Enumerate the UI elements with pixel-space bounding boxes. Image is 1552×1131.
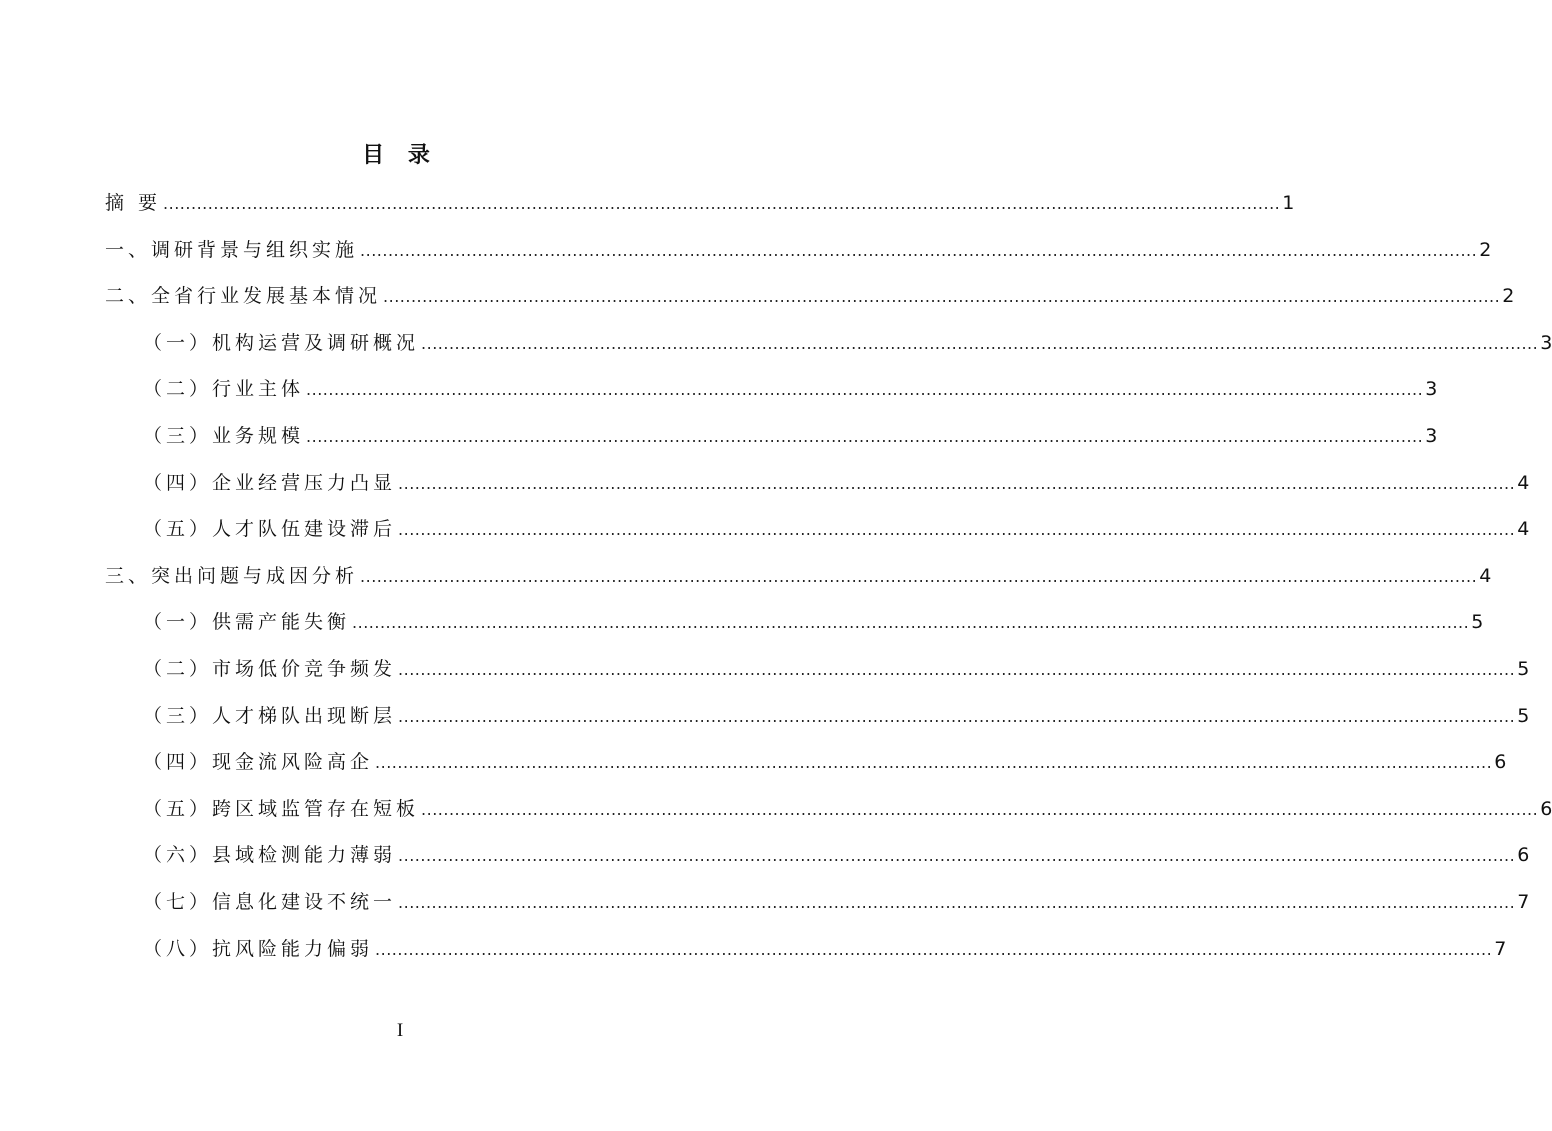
toc-leader: ........................................................................................................................................................................................................ <box>398 892 1516 912</box>
toc-entry-page: 6 <box>1540 797 1552 820</box>
toc-entry[interactable] <box>105 460 1530 507</box>
toc-entry-page: 3 <box>1425 378 1438 401</box>
toc-entry-label: （八）抗风险能力偏弱 <box>143 937 374 960</box>
toc-entry-page: 5 <box>1471 611 1484 634</box>
toc-leader: ........................................................................................................................................................................................................ <box>306 426 1424 446</box>
toc-leader: ........................................................................................................................................................................................................ <box>375 753 1493 773</box>
toc-entry[interactable] <box>105 879 1530 926</box>
toc-entry-page: 6 <box>1517 844 1530 867</box>
toc-entry[interactable] <box>105 227 1492 274</box>
toc-entry-page: 6 <box>1494 751 1507 774</box>
toc-leader: ........................................................................................................................................................................................................ <box>306 380 1424 400</box>
toc-leader: ........................................................................................................................................................................................................ <box>398 846 1516 866</box>
toc-leader: ........................................................................................................................................................................................................ <box>360 566 1478 586</box>
toc-entry[interactable] <box>105 553 1492 600</box>
toc-entry-label: （一）供需产能失衡 <box>143 611 351 634</box>
toc-entry[interactable] <box>105 413 1438 460</box>
toc-entry[interactable] <box>105 693 1530 740</box>
toc-leader: ........................................................................................................................................................................................................ <box>398 520 1516 540</box>
toc-leader: ........................................................................................................................................................................................................ <box>398 659 1516 679</box>
toc-entry-label: （五）跨区域监管存在短板 <box>143 797 420 820</box>
toc-entry-label: （六）县域检测能力薄弱 <box>143 844 397 867</box>
toc-entry-label: （五）人才队伍建设滞后 <box>143 518 397 541</box>
toc-entry-page: 4 <box>1517 471 1530 494</box>
toc-entry-label: 一、调研背景与组织实施 <box>105 238 359 261</box>
toc-entry-page: 3 <box>1425 424 1438 447</box>
toc-entry-page: 1 <box>1282 192 1295 214</box>
toc-entry-page: 4 <box>1479 564 1492 587</box>
toc-entry-label: （七）信息化建设不统一 <box>143 890 397 913</box>
toc-entry[interactable] <box>105 180 1295 227</box>
toc-entry[interactable] <box>105 599 1484 646</box>
page-title: 目 录 <box>362 143 438 168</box>
toc-leader: ........................................................................................................................................................................................................ <box>360 240 1478 260</box>
toc-entry-label: （三）人才梯队出现断层 <box>143 704 397 727</box>
toc-entry-label: （三）业务规模 <box>143 424 305 447</box>
toc-entry-label: （二）行业主体 <box>143 378 305 401</box>
toc-entry-page: 7 <box>1494 937 1507 960</box>
toc-leader: ........................................................................................................................................................................................................ <box>375 939 1493 959</box>
toc-entry-page: 3 <box>1540 331 1552 354</box>
page-number: I <box>396 1020 404 1041</box>
toc-leader: ........................................................................................................................................................................................................ <box>383 287 1501 307</box>
toc-leader: ........................................................................................................................................................................................................ <box>421 333 1539 353</box>
toc-entry[interactable] <box>105 786 1552 833</box>
toc-entry-page: 5 <box>1517 657 1530 680</box>
toc-leader: ........................................................................................................................................................................................................ <box>163 194 1281 213</box>
toc-entry-label: （二）市场低价竞争频发 <box>143 657 397 680</box>
toc-list <box>105 180 1552 972</box>
toc-entry[interactable] <box>105 832 1530 879</box>
toc-entry[interactable] <box>105 926 1507 973</box>
toc-entry-label: 三、突出问题与成因分析 <box>105 564 359 587</box>
toc-entry-label: （一）机构运营及调研概况 <box>143 331 420 354</box>
toc-entry-label: （四）企业经营压力凸显 <box>143 471 397 494</box>
toc-entry[interactable] <box>105 273 1515 320</box>
toc-entry-page: 2 <box>1479 238 1492 261</box>
toc-entry-label: （四）现金流风险高企 <box>143 751 374 774</box>
toc-entry-label: 二、全省行业发展基本情况 <box>105 285 382 308</box>
toc-entry-page: 4 <box>1517 518 1530 541</box>
toc-entry-page: 5 <box>1517 704 1530 727</box>
toc-leader: ........................................................................................................................................................................................................ <box>398 706 1516 726</box>
toc-entry[interactable] <box>105 320 1552 367</box>
toc-entry[interactable] <box>105 646 1530 693</box>
toc-leader: ........................................................................................................................................................................................................ <box>421 799 1539 819</box>
toc-leader: ........................................................................................................................................................................................................ <box>398 473 1516 493</box>
toc-entry-page: 7 <box>1517 890 1530 913</box>
toc-entry[interactable] <box>105 366 1438 413</box>
toc-entry-label: 摘 要 <box>105 192 162 214</box>
toc-leader: ........................................................................................................................................................................................................ <box>352 613 1470 633</box>
toc-entry[interactable] <box>105 506 1530 553</box>
toc-entry-page: 2 <box>1502 285 1515 308</box>
toc-entry[interactable] <box>105 739 1507 786</box>
